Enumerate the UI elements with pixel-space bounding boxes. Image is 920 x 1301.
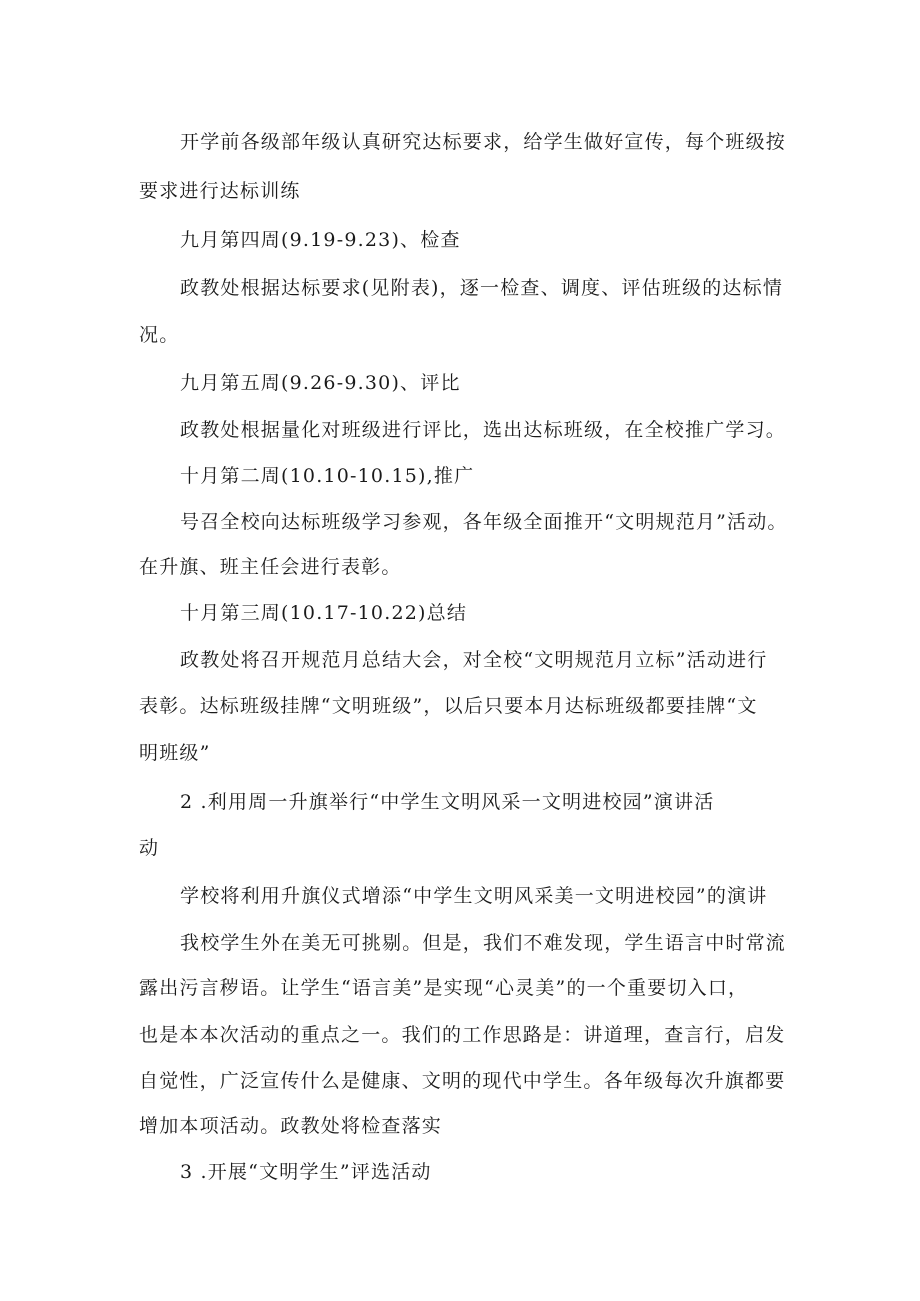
section-heading: 九月第四周(9.19-9.23)、检查 xyxy=(180,229,461,251)
numbered-heading: 3 .开展“文明学生”评选活动 xyxy=(180,1161,432,1183)
paragraph-line: 自觉性，广泛宣传什么是健康、文明的现代中学生。各年级每次升旗都要 xyxy=(139,1070,786,1092)
paragraph-line: 也是本本次活动的重点之一。我们的工作思路是：讲道理，查言行，启发 xyxy=(139,1024,786,1046)
paragraph-line: 在升旗、班主任会进行表彰。 xyxy=(139,556,402,578)
paragraph-line: 增加本项活动。政教处将检查落实 xyxy=(139,1115,443,1137)
numbered-heading: 2 .利用周一升旗举行“中学生文明风采一文明进校园”演讲活 xyxy=(180,791,715,813)
paragraph-line: 开学前各级部年级认真研究达标要求，给学生做好宣传，每个班级按 xyxy=(180,131,787,153)
paragraph-line: 露出污言秽语。让学生“语言美”是实现“心灵美”的一个重要切入口， xyxy=(139,977,749,999)
paragraph-line: 我校学生外在美无可挑剔。但是，我们不难发现，学生语言中时常流 xyxy=(180,932,787,954)
section-heading: 十月第二周(10.10-10.15),推广 xyxy=(180,465,475,487)
paragraph-line: 政教处根据达标要求(见附表)，逐一检查、调度、评估班级的达标情 xyxy=(180,277,784,299)
paragraph-line: 明班级” xyxy=(139,742,211,764)
section-heading: 九月第五周(9.26-9.30)、评比 xyxy=(180,372,461,394)
numbered-heading-continuation: 动 xyxy=(139,837,160,859)
paragraph-line: 要求进行达标训练 xyxy=(139,180,301,202)
paragraph-line: 号召全校向达标班级学习参观，各年级全面推开“文明规范月”活动。 xyxy=(180,511,788,533)
paragraph-line: 政教处根据量化对班级进行评比，选出达标班级，在全校推广学习。 xyxy=(180,419,787,441)
section-heading: 十月第三周(10.17-10.22)总结 xyxy=(180,602,468,624)
paragraph-line: 政教处将召开规范月总结大会，对全校“文明规范月立标”活动进行 xyxy=(180,649,768,671)
paragraph-line: 学校将利用升旗仪式增添“中学生文明风采美一文明进校园”的演讲 xyxy=(180,885,768,907)
paragraph-line: 况。 xyxy=(139,324,180,346)
paragraph-line: 表彰。达标班级挂牌“文明班级”，以后只要本月达标班级都要挂牌“文 xyxy=(139,695,758,717)
